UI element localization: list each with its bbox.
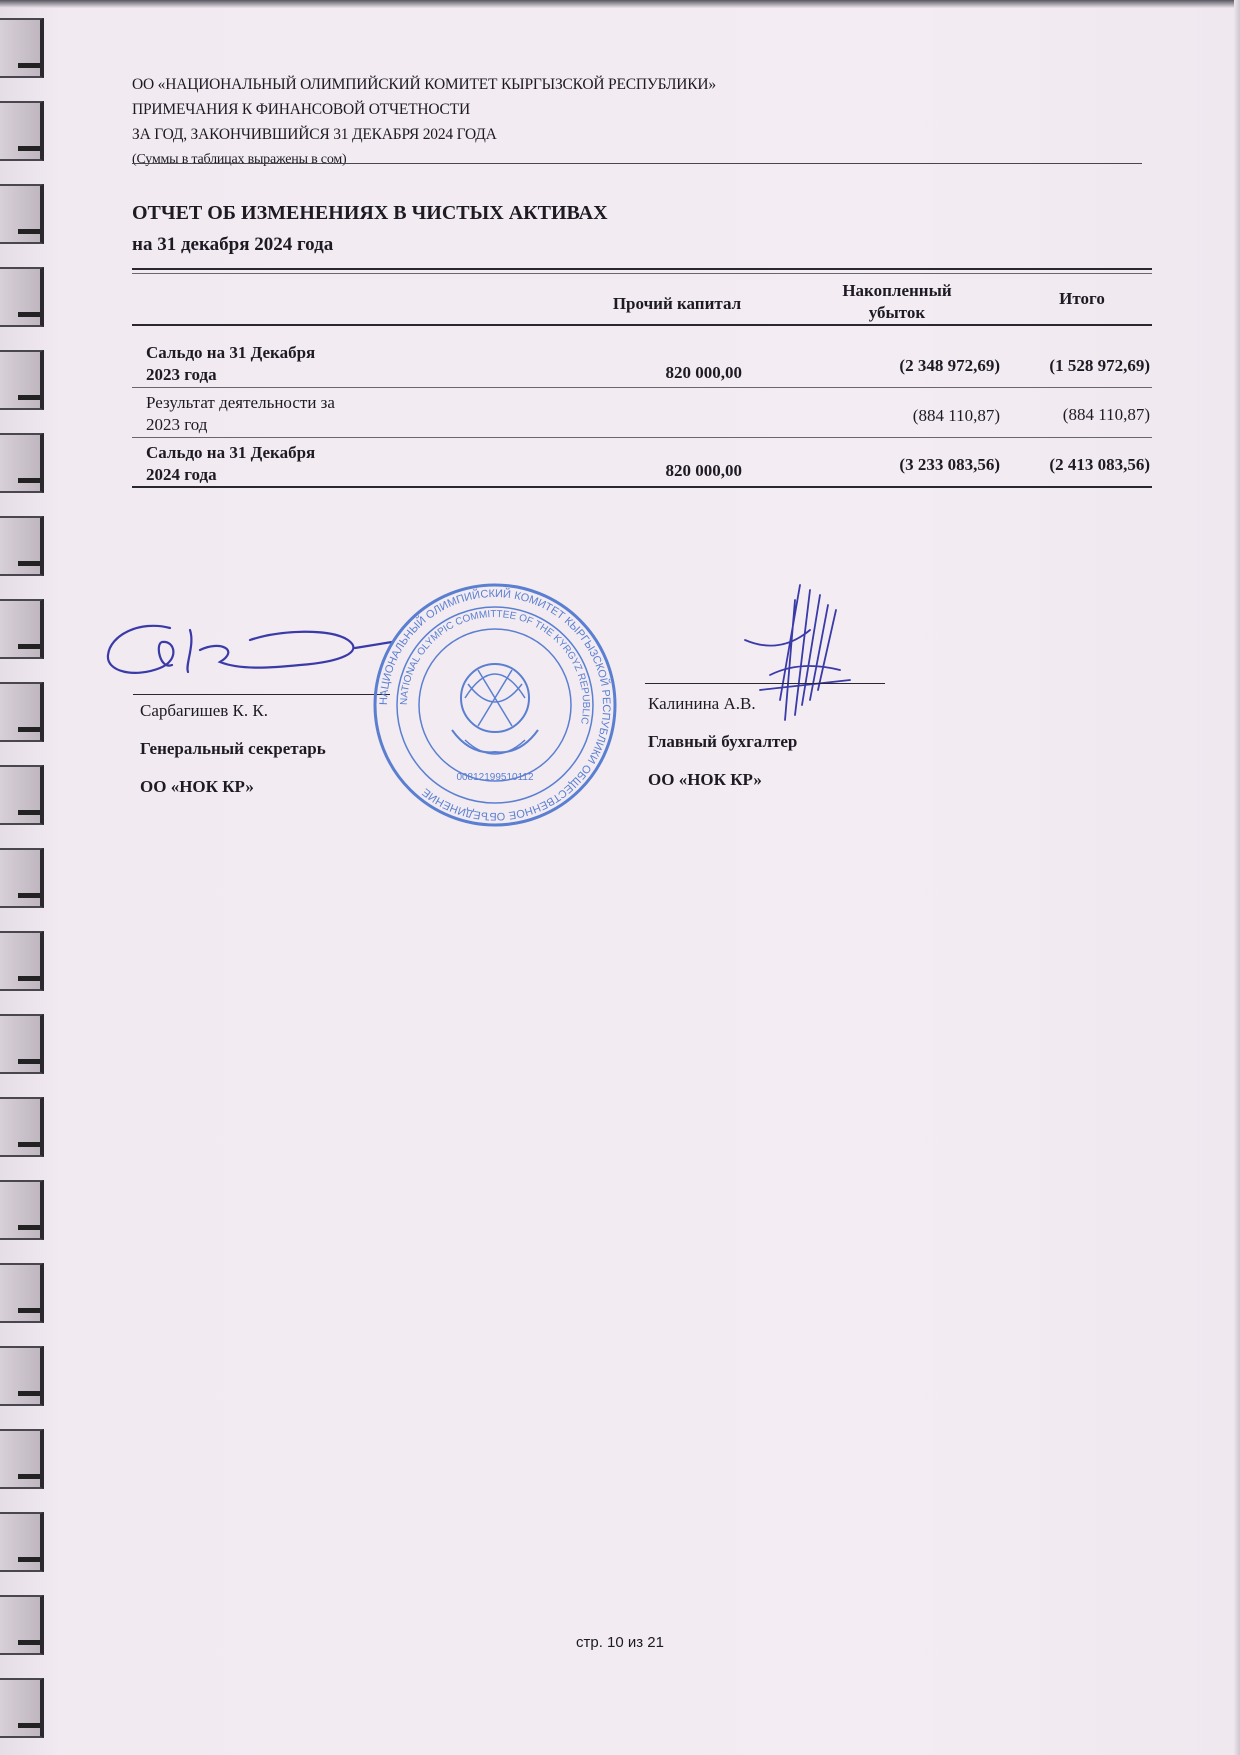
row-label-line1: Сальдо на 31 Декабря (146, 343, 316, 362)
binding-ring (0, 350, 44, 406)
binding-ring (0, 1263, 44, 1319)
report-date: на 31 декабря 2024 года (132, 234, 334, 255)
page-top-edge (0, 0, 1240, 8)
binding-ring (0, 1512, 44, 1568)
col-header-accumulated-loss-line1: Накопленный (842, 281, 952, 300)
row-label-line2: 2023 года (146, 365, 217, 384)
stamp-outer-text: НАЦИОНАЛЬНЫЙ ОЛИМПИЙСКИЙ КОМИТЕТ КЫРГЫЗСКОЙ РЕСПУБЛИКИ ОБЩЕСТВЕННОЕ ОБЪЕДИНЕНИЕ (377, 587, 613, 823)
row-divider (132, 387, 1152, 388)
page-number: стр. 10 из 21 (575, 1634, 664, 1651)
header-bottom-rule (132, 324, 1152, 326)
signatory-left-name: Сарбагишев К. К. (140, 701, 268, 720)
binding-ring (0, 516, 44, 572)
binding-ring (0, 1014, 44, 1070)
cell-total: (2 413 083,56) (1049, 455, 1150, 474)
signatory-left-position: Генеральный секретарь (140, 739, 326, 758)
signature-left-line (133, 694, 390, 695)
header-units: (Суммы в таблицах выражены в сом) (132, 152, 347, 167)
table-bottom-rule (132, 486, 1152, 488)
header-period: ЗА ГОД, ЗАКОНЧИВШИЙСЯ 31 ДЕКАБРЯ 2024 ГОДА (132, 126, 497, 143)
col-header-accumulated-loss-line2: убыток (868, 303, 926, 322)
signatory-right (648, 693, 797, 791)
signature-left-scribble (100, 610, 400, 690)
binding-ring (0, 1097, 44, 1153)
signature-right-line (645, 683, 885, 684)
stamp-inner-text: NATIONAL OLYMPIC COMMITTEE OF THE KYRGYZ REPUBLIC (398, 608, 592, 726)
binding-ring (0, 184, 44, 240)
cell-total: (884 110,87) (1062, 405, 1150, 424)
cell-total: (1 528 972,69) (1049, 356, 1150, 375)
cell-other-capital: 820 000,00 (665, 461, 742, 480)
binding-ring (0, 1180, 44, 1236)
col-header-other-capital: Прочий капитал (612, 294, 742, 313)
binding-ring (0, 931, 44, 987)
row-label-line1: Сальдо на 31 Декабря (146, 443, 316, 462)
row-label-line1: Результат деятельности за (146, 393, 335, 412)
binding-ring (0, 1429, 44, 1485)
report-title: ОТЧЕТ ОБ ИЗМЕНЕНИЯХ В ЧИСТЫХ АКТИВАХ (132, 202, 608, 224)
binding-ring (0, 682, 44, 738)
header-divider (132, 163, 1142, 164)
cell-accumulated-loss: (2 348 972,69) (899, 356, 1000, 375)
stamp-number: 00812199510112 (456, 772, 534, 783)
binding-ring (0, 599, 44, 655)
signatory-right-org: ОО «НОК КР» (648, 770, 762, 789)
row-label-line2: 2024 года (146, 465, 217, 484)
binding-ring (0, 765, 44, 821)
table-top-rule-inner (132, 273, 1152, 274)
binding-ring (0, 267, 44, 323)
signatory-left-org: ОО «НОК КР» (140, 777, 254, 796)
signatory-right-name: Калинина А.В. (648, 694, 756, 713)
row-divider (132, 437, 1152, 438)
binding-ring (0, 18, 44, 74)
row-label-line2: 2023 год (146, 415, 208, 434)
organization-stamp (370, 580, 620, 830)
signatory-right-position: Главный бухгалтер (648, 732, 798, 751)
header-notes: ПРИМЕЧАНИЯ К ФИНАНСОВОЙ ОТЧЕТНОСТИ (132, 101, 470, 118)
signatory-left (140, 700, 326, 798)
page-right-edge (1234, 0, 1240, 1755)
binding-spine (0, 0, 70, 1755)
cell-other-capital: 820 000,00 (665, 363, 742, 382)
cell-accumulated-loss: (884 110,87) (912, 406, 1000, 425)
header-org: ОО «НАЦИОНАЛЬНЫЙ ОЛИМПИЙСКИЙ КОМИТЕТ КЫРГЫЗСКОЙ РЕСПУБЛИКИ» (132, 76, 716, 93)
col-header-total: Итого (1059, 289, 1105, 308)
table-top-rule (132, 268, 1152, 270)
cell-accumulated-loss: (3 233 083,56) (899, 455, 1000, 474)
binding-ring (0, 1346, 44, 1402)
col-header-accumulated-loss (812, 280, 982, 324)
binding-ring (0, 848, 44, 904)
binding-ring (0, 101, 44, 157)
binding-ring (0, 1678, 44, 1734)
document-header (132, 72, 1142, 172)
binding-ring (0, 433, 44, 489)
